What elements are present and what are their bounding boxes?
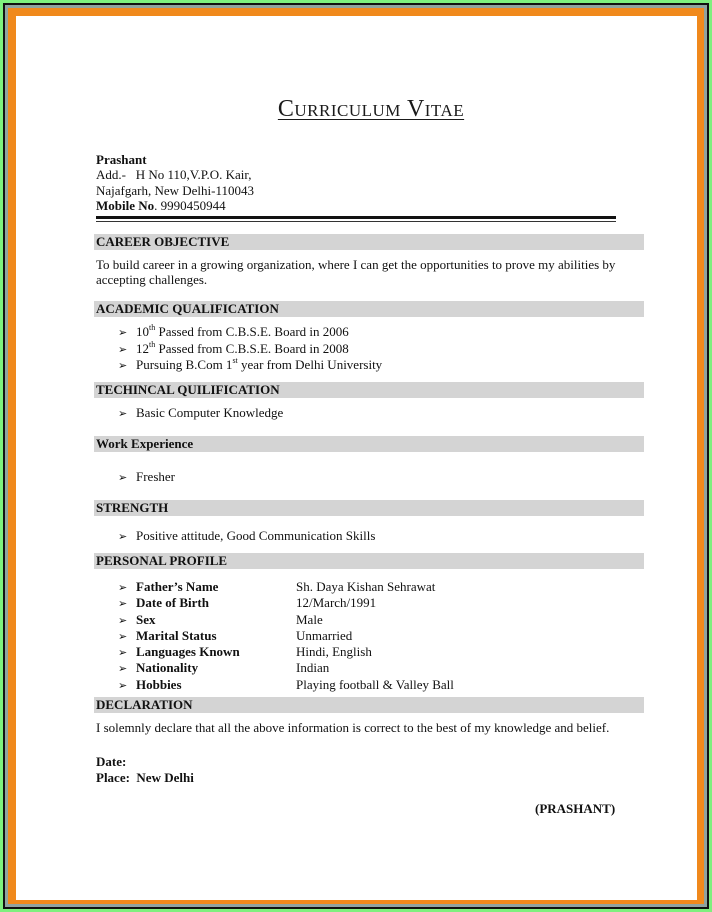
ordinal-suffix: th — [149, 339, 156, 349]
list-item — [118, 528, 375, 545]
academic-item-text: Pursuing B.Com 1 — [136, 357, 233, 373]
work-item-text: Fresher — [136, 469, 175, 484]
list-item — [118, 341, 382, 358]
academic-item-text: Passed from C.B.S.E. Board in 2008 — [155, 340, 349, 356]
arrow-bullet-icon: ➢ — [118, 359, 128, 373]
list-item — [118, 324, 382, 341]
arrow-bullet-icon: ➢ — [118, 646, 128, 660]
profile-row — [118, 644, 454, 660]
arrow-bullet-icon: ➢ — [118, 407, 128, 420]
document-title: Curriculum Vitae — [277, 96, 465, 122]
address-label: Add.- — [96, 167, 126, 183]
section-heading-academic: ACADEMIC QUALIFICATION — [94, 301, 644, 317]
academic-item-text: 10 — [136, 324, 149, 339]
academic-item-text: year from Delhi University — [237, 357, 383, 373]
arrow-bullet-icon: ➢ — [118, 597, 128, 611]
profile-value: Hindi, English — [296, 644, 372, 660]
signature: (PRASHANT) — [535, 801, 616, 816]
address-line-1: H No 110,V.P.O. Kair, — [135, 167, 252, 183]
academic-item-text: 12 — [136, 340, 149, 356]
mobile-label: Mobile No — [96, 197, 155, 213]
arrow-bullet-icon: ➢ — [118, 613, 128, 627]
strength-list — [118, 528, 375, 545]
resume-page — [16, 16, 697, 900]
section-heading-declaration: DECLARATION — [94, 697, 644, 713]
profile-row — [118, 595, 454, 611]
arrow-bullet-icon: ➢ — [118, 326, 128, 339]
profile-key: Nationality — [136, 660, 199, 676]
declaration-text: I solemnly declare that all the above information is correct to the best of my knowledge and belief. — [96, 720, 610, 735]
mobile-number: 9990450944 — [160, 197, 226, 213]
contact-block — [96, 152, 254, 213]
profile-value: 12/March/1991 — [296, 595, 377, 611]
arrow-bullet-icon: ➢ — [118, 471, 128, 484]
list-item — [118, 357, 382, 374]
arrow-bullet-icon: ➢ — [118, 678, 128, 692]
work-list — [118, 469, 175, 486]
section-heading-strength: STRENGTH — [94, 500, 644, 516]
profile-value: Sh. Daya Kishan Sehrawat — [296, 579, 436, 594]
technical-list — [118, 405, 283, 422]
academic-list — [118, 324, 382, 374]
arrow-bullet-icon: ➢ — [118, 530, 128, 543]
profile-row — [118, 677, 454, 693]
profile-key: Father’s Name — [136, 579, 219, 594]
signoff-block — [96, 754, 194, 785]
header-divider-thick — [96, 216, 616, 219]
profile-row — [118, 660, 454, 676]
section-heading-personal-profile: PERSONAL PROFILE — [94, 553, 644, 569]
profile-value: Indian — [296, 660, 330, 676]
academic-item-text: Passed from C.B.S.E. Board in 2006 — [155, 324, 349, 339]
arrow-bullet-icon: ➢ — [118, 342, 128, 356]
header-divider-thin — [96, 221, 616, 222]
list-item — [118, 405, 283, 422]
list-item — [118, 469, 175, 486]
place-value: New Delhi — [136, 769, 194, 785]
candidate-name: Prashant — [96, 152, 147, 167]
profile-key: Sex — [136, 611, 156, 627]
profile-key: Hobbies — [136, 676, 182, 692]
arrow-bullet-icon: ➢ — [118, 662, 128, 676]
profile-value: Unmarried — [296, 627, 353, 643]
strength-item-text: Positive attitude, Good Communication Skills — [136, 528, 376, 543]
arrow-bullet-icon: ➢ — [118, 581, 128, 594]
profile-row — [118, 612, 454, 628]
date-label: Date: — [96, 754, 127, 769]
personal-profile-table — [118, 579, 454, 693]
section-heading-career-objective: CAREER OBJECTIVE — [94, 234, 644, 250]
profile-key: Languages Known — [136, 644, 240, 660]
profile-key: Date of Birth — [136, 595, 209, 611]
address-line-2: Najafgarh, New Delhi-110043 — [96, 182, 254, 198]
profile-row — [118, 628, 454, 644]
mobile-separator: . — [154, 197, 158, 213]
profile-key: Marital Status — [136, 627, 217, 643]
technical-item-text: Basic Computer Knowledge — [136, 405, 284, 420]
section-heading-technical: TECHINCAL QUILIFICATION — [94, 382, 644, 398]
place-label: Place: — [96, 769, 130, 785]
profile-value: Male — [296, 611, 323, 627]
section-heading-work-experience: Work Experience — [94, 436, 644, 452]
ordinal-suffix: st — [232, 356, 238, 366]
profile-row — [118, 579, 454, 595]
ordinal-suffix: th — [149, 323, 156, 332]
profile-value: Playing football & Valley Ball — [296, 676, 454, 692]
career-objective-text: To build career in a growing organization, where I can get the opportunities to prove my abilities by accepting challenges. — [96, 257, 616, 287]
arrow-bullet-icon: ➢ — [118, 629, 128, 643]
